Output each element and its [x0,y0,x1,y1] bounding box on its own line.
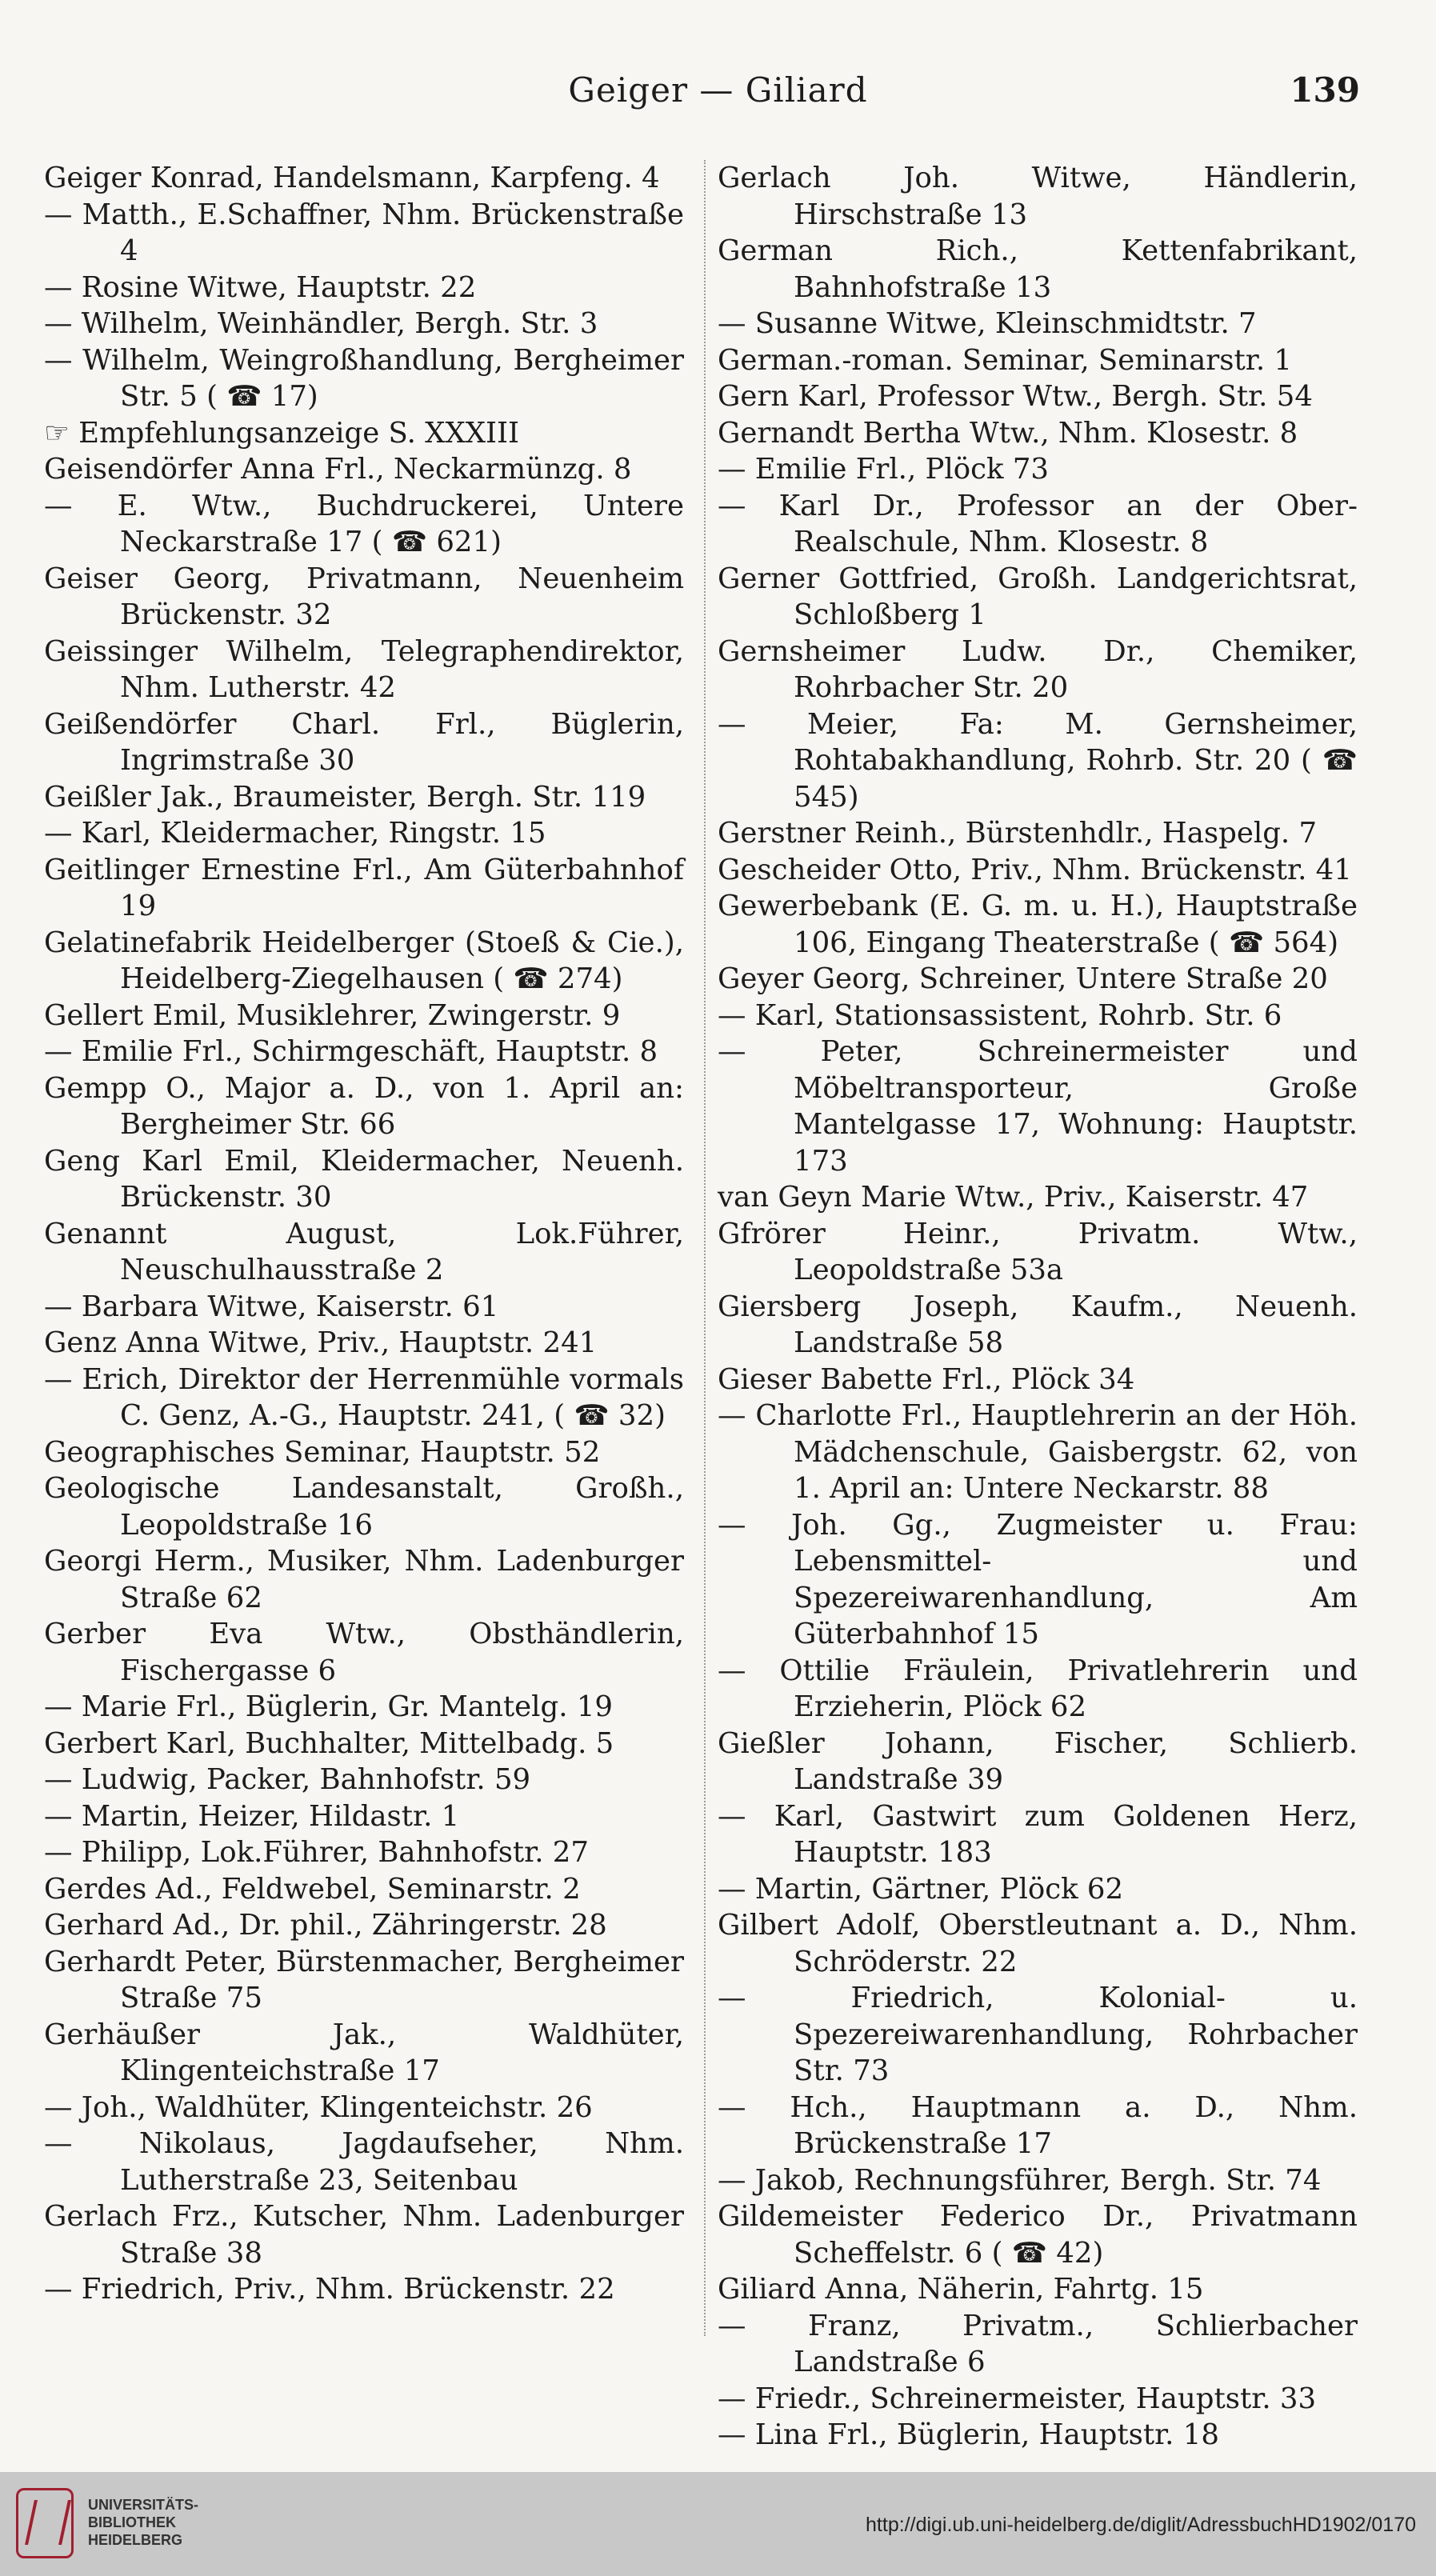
directory-entry: — Peter, Schreinermeister und Möbeltransporteur, Große Mantelgasse 17, Wohnung: Hauptstr. 173 [718,1035,1358,1178]
directory-entry: Gernsheimer Ludw. Dr., Chemiker, Rohrbacher Str. 20 [718,634,1358,704]
directory-entry: Gieser Babette Frl., Plöck 34 [718,1362,1135,1396]
directory-entry: — Wilhelm, Weinhändler, Bergh. Str. 3 [44,307,598,340]
directory-entry: Geographisches Seminar, Hauptstr. 52 [44,1435,601,1469]
directory-entry: Gildemeister Federico Dr., Privatmann Scheffelstr. 6 ( ☎ 42) [718,2200,1358,2270]
left-column [44,160,684,2308]
directory-entry: — Barbara Witwe, Kaiserstr. 61 [44,1290,499,1323]
directory-entry: — Meier, Fa: M. Gernsheimer, Rohtabakhandlung, Rohrb. Str. 20 ( ☎ 545) [718,707,1358,814]
directory-entry: — Karl Dr., Professor an der Ober-Realschule, Nhm. Klosestr. 8 [718,489,1358,558]
directory-entry: German Rich., Kettenfabrikant, Bahnhofstraße 13 [718,234,1358,304]
directory-entry: — Philipp, Lok.Führer, Bahnhofstr. 27 [44,1836,589,1869]
directory-entry: Gellert Emil, Musiklehrer, Zwingerstr. 9 [44,998,621,1032]
directory-entry: Gerhard Ad., Dr. phil., Zähringerstr. 28 [44,1909,607,1942]
directory-entry: — Franz, Privatm., Schlierbacher Landstraße 6 [718,2309,1358,2378]
directory-entry: Gescheider Otto, Priv., Nhm. Brückenstr. 41 [718,853,1352,886]
right-column [718,160,1358,2454]
directory-entry: Gerlach Frz., Kutscher, Nhm. Ladenburger Straße 38 [44,2200,684,2270]
directory-entry: — Rosine Witwe, Hauptstr. 22 [44,270,477,304]
directory-entry: — Hch., Hauptmann a. D., Nhm. Brückenstraße 17 [718,2090,1358,2160]
directory-entry: Gewerbebank (E. G. m. u. H.), Hauptstraße 106, Eingang Theaterstraße ( ☎ 564) [718,890,1358,959]
directory-entry: — Joh. Gg., Zugmeister u. Frau: Lebensmittel- und Spezereiwarenhandlung, Am Güterbahnhof 15 [718,1508,1358,1650]
directory-entry: — Friedrich, Priv., Nhm. Brückenstr. 22 [44,2273,615,2306]
directory-entry: Gerner Gottfried, Großh. Landgerichtsrat, Schloßberg 1 [718,562,1358,631]
directory-entry: Georgi Herm., Musiker, Nhm. Ladenburger Straße 62 [44,1545,684,1614]
directory-entry: Gerdes Ad., Feldwebel, Seminarstr. 2 [44,1872,581,1906]
directory-entry: — Martin, Heizer, Hildastr. 1 [44,1799,460,1833]
directory-entry: — Joh., Waldhüter, Klingenteichstr. 26 [44,2090,593,2124]
directory-entry: Geng Karl Emil, Kleidermacher, Neuenh. Brückenstr. 30 [44,1144,684,1214]
directory-entry: Gelatinefabrik Heidelberger (Stoeß & Cie.), Heidelberg-Ziegelhausen ( ☎ 274) [44,926,684,995]
directory-entry: Geitlinger Ernestine Frl., Am Güterbahnhof 19 [44,853,684,922]
directory-entry: Geisendörfer Anna Frl., Neckarmünzg. 8 [44,453,632,486]
library-seal-icon [16,2488,74,2558]
directory-entry: Gießler Johann, Fischer, Schlierb. Landstraße 39 [718,1726,1358,1796]
page-header [0,64,1436,112]
running-head: Geiger — Giliard [568,70,868,110]
directory-entry: — Emilie Frl., Schirmgeschäft, Hauptstr. 8 [44,1035,658,1068]
directory-entry: Gern Karl, Professor Wtw., Bergh. Str. 54 [718,380,1313,413]
directory-entry: — E. Wtw., Buchdruckerei, Untere Neckarstraße 17 ( ☎ 621) [44,489,684,558]
directory-entry: — Wilhelm, Weingroßhandlung, Bergheimer Str. 5 ( ☎ 17) [44,343,684,413]
page-number: 139 [1290,70,1360,110]
directory-entry: Giersberg Joseph, Kaufm., Neuenh. Landstraße 58 [718,1290,1358,1359]
directory-entry: Gerlach Joh. Witwe, Händlerin, Hirschstraße 13 [718,162,1358,231]
column-divider [704,160,706,2336]
directory-entry: — Emilie Frl., Plöck 73 [718,453,1049,486]
directory-entry: — Susanne Witwe, Kleinschmidtstr. 7 [718,307,1257,340]
directory-entry: — Karl, Kleidermacher, Ringstr. 15 [44,817,546,850]
directory-entry: — Marie Frl., Büglerin, Gr. Mantelg. 19 [44,1690,613,1723]
directory-entry: Geyer Georg, Schreiner, Untere Straße 20 [718,962,1328,995]
directory-entry: Gfrörer Heinr., Privatm. Wtw., Leopoldstraße 53a [718,1217,1358,1286]
directory-entry: — Erich, Direktor der Herrenmühle vormals C. Genz, A.-G., Hauptstr. 241, ( ☎ 32) [44,1362,684,1432]
directory-entry: — Lina Frl., Büglerin, Hauptstr. 18 [718,2418,1219,2451]
directory-entry: Gernandt Bertha Wtw., Nhm. Klosestr. 8 [718,416,1298,450]
directory-entry: — Martin, Gärtner, Plöck 62 [718,1872,1124,1906]
directory-entry: Gerhäußer Jak., Waldhüter, Klingenteichstraße 17 [44,2018,684,2087]
directory-entry: Geissinger Wilhelm, Telegraphendirektor, Nhm. Lutherstr. 42 [44,634,684,704]
directory-entry: Genz Anna Witwe, Priv., Hauptstr. 241 [44,1326,598,1359]
directory-entry: Gerhardt Peter, Bürstenmacher, Bergheimer Straße 75 [44,1945,684,2014]
directory-entry: — Charlotte Frl., Hauptlehrerin an der Höh. Mädchenschule, Gaisbergstr. 62, von 1. April an: Untere Neckarstr. 88 [718,1399,1358,1505]
directory-entry: Gerbert Karl, Buchhalter, Mittelbadg. 5 [44,1726,614,1760]
directory-entry: Geiger Konrad, Handelsmann, Karpfeng. 4 [44,162,660,194]
directory-entry: — Ludwig, Packer, Bahnhofstr. 59 [44,1763,531,1796]
directory-entry: — Karl, Gastwirt zum Goldenen Herz, Hauptstr. 183 [718,1799,1358,1869]
directory-entry: ☞ Empfehlungsanzeige S. XXXIII [44,416,520,450]
directory-entry: Gerstner Reinh., Bürstenhdlr., Haspelg. 7 [718,817,1318,850]
directory-entry: — Nikolaus, Jagdaufseher, Nhm. Lutherstraße 23, Seitenbau [44,2127,684,2197]
directory-entry: van Geyn Marie Wtw., Priv., Kaiserstr. 47 [718,1181,1309,1214]
directory-entry: Geiser Georg, Privatmann, Neuenheim Brückenstr. 32 [44,562,684,631]
directory-entry: Gempp O., Major a. D., von 1. April an: Bergheimer Str. 66 [44,1071,684,1141]
directory-entry: Geologische Landesanstalt, Großh., Leopoldstraße 16 [44,1472,684,1542]
directory-entry: Giliard Anna, Näherin, Fahrtg. 15 [718,2273,1204,2306]
library-name: UNIVERSITÄTS- BIBLIOTHEK HEIDELBERG [88,2497,199,2548]
directory-entry: — Matth., E.Schaffner, Nhm. Brückenstraße 4 [44,198,684,267]
directory-entry: Genannt August, Lok.Führer, Neuschulhausstraße 2 [44,1217,684,1286]
directory-entry: Gerber Eva Wtw., Obsthändlerin, Fischergasse 6 [44,1618,684,1687]
source-link[interactable]: http://digi.ub.uni-heidelberg.de/diglit/AdressbuchHD1902/0170 [866,2514,1416,2536]
directory-entry: — Karl, Stationsassistent, Rohrb. Str. 6 [718,998,1282,1032]
directory-entry: Geißler Jak., Braumeister, Bergh. Str. 119 [44,780,646,814]
directory-entry: Gilbert Adolf, Oberstleutnant a. D., Nhm. Schröderstr. 22 [718,1909,1358,1978]
directory-entry: Geißendörfer Charl. Frl., Büglerin, Ingrimstraße 30 [44,707,684,777]
directory-entry: German.-roman. Seminar, Seminarstr. 1 [718,343,1292,377]
directory-entry: — Friedr., Schreinermeister, Hauptstr. 33 [718,2382,1317,2415]
directory-entry: — Friedrich, Kolonial- u. Spezereiwarenhandlung, Rohrbacher Str. 73 [718,1982,1358,2087]
directory-entry: — Jakob, Rechnungsführer, Bergh. Str. 74 [718,2163,1322,2197]
directory-entry: — Ottilie Fräulein, Privatlehrerin und Erzieherin, Plöck 62 [718,1654,1358,1723]
digitization-footer [0,2472,1436,2576]
